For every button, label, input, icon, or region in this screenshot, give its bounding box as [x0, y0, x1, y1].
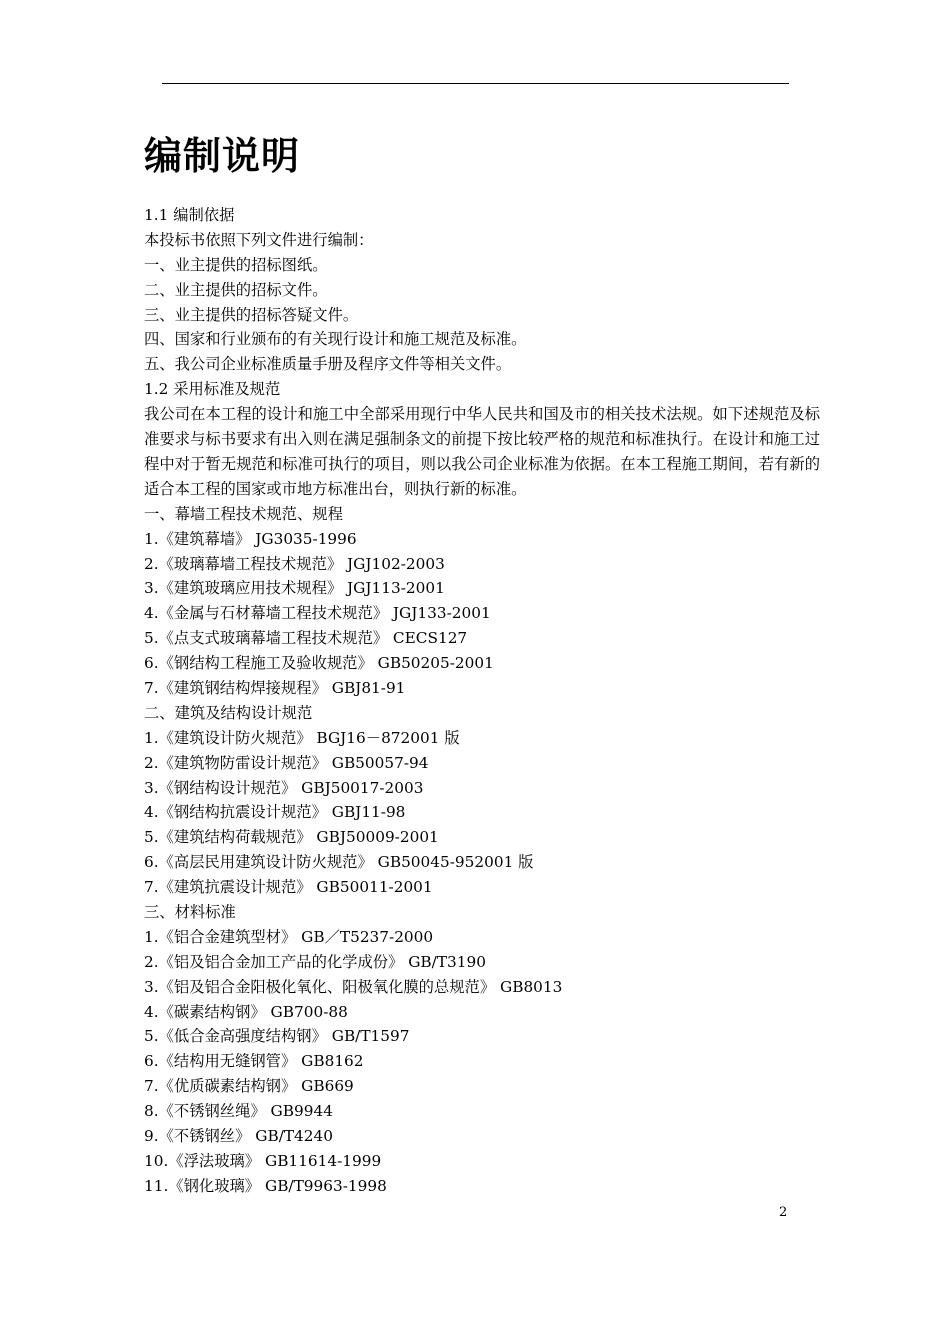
subsection-heading: 三、材料标准	[144, 903, 236, 921]
list-item: 6.《钢结构工程施工及验收规范》 GB50205-2001	[144, 654, 494, 673]
list-item: 9.《不锈钢丝》 GB/T4240	[144, 1127, 333, 1146]
list-item: 3.《建筑玻璃应用技术规程》 JGJ113-2001	[144, 579, 445, 598]
list-item: 4.《碳素结构钢》 GB700-88	[144, 1002, 348, 1021]
list-item: 10.《浮法玻璃》 GB11614-1999	[144, 1151, 382, 1170]
list-item: 四、国家和行业颁布的有关现行设计和施工规范及标准。	[144, 330, 527, 349]
list-item: 5.《建筑结构荷载规范》 GBJ50009-2001	[144, 828, 439, 847]
list-item: 6.《高层民用建筑设计防火规范》 GB50045-952001 版	[144, 853, 534, 872]
list-item: 7.《优质碳素结构钢》 GB669	[144, 1077, 354, 1096]
list-item: 7.《建筑钢结构焊接规程》 GBJ81-91	[144, 678, 406, 697]
list-item: 8.《不锈钢丝绳》 GB9944	[144, 1102, 333, 1121]
text-line: 本投标书依照下列文件进行编制：	[144, 230, 374, 249]
list-item: 4.《金属与石材幕墙工程技术规范》 JGJ133-2001	[144, 604, 491, 623]
list-item: 3.《铝及铝合金阳极化氧化、阳极氧化膜的总规范》 GB8013	[144, 977, 563, 996]
section-heading: 1.1 编制依据	[144, 206, 235, 224]
subsection-heading: 二、建筑及结构设计规范	[144, 703, 313, 722]
list-item: 三、业主提供的招标答疑文件。	[144, 305, 359, 324]
list-item: 1.《建筑幕墙》 JG3035-1996	[144, 529, 357, 548]
document-body	[144, 203, 824, 1199]
list-item: 5.《低合金高强度结构钢》 GB/T1597	[144, 1027, 410, 1046]
list-item: 2.《铝及铝合金加工产品的化学成份》 GB/T3190	[144, 952, 486, 971]
list-item: 2.《建筑物防雷设计规范》 GB50057-94	[144, 753, 429, 772]
list-item: 五、我公司企业标准质量手册及程序文件等相关文件。	[144, 355, 512, 374]
list-item: 5.《点支式玻璃幕墙工程技术规范》 CECS127	[144, 629, 468, 648]
list-item: 一、业主提供的招标图纸。	[144, 255, 328, 274]
page-title: 编制说明	[144, 134, 301, 178]
list-item: 1.《铝合金建筑型材》 GB／T5237-2000	[144, 927, 434, 946]
list-item: 7.《建筑抗震设计规范》 GB50011-2001	[144, 878, 433, 897]
subsection-heading: 一、幕墙工程技术规范、规程	[144, 504, 343, 523]
section-heading: 1.2 采用标准及规范	[144, 380, 281, 399]
list-item: 11.《钢化玻璃》 GB/T9963-1998	[144, 1176, 387, 1195]
list-item: 二、业主提供的招标文件。	[144, 280, 328, 299]
body-paragraph: 我公司在本工程的设计和施工中全部采用现行中华人民共和国及市的相关技术法规。如下述规范及标准要求与标书要求有出入则在满足强制条文的前提下按比较严格的规范和标准执行。在设计和施工过程中对于暂无规范和标准可执行的项目，则以我公司企业标准为依据。在本工程施工期间，若有新的适合本工程的国家或市地方标准出台，则执行新的标准。	[144, 405, 820, 498]
header-rule	[162, 83, 789, 84]
list-item: 3.《钢结构设计规范》 GBJ50017-2003	[144, 778, 424, 797]
list-item: 6.《结构用无缝钢管》 GB8162	[144, 1052, 364, 1071]
list-item: 1.《建筑设计防火规范》 BGJ16－872001 版	[144, 728, 460, 747]
list-item: 4.《钢结构抗震设计规范》 GBJ11-98	[144, 803, 406, 822]
page-number: 2	[779, 1205, 788, 1220]
list-item: 2.《玻璃幕墙工程技术规范》 JGJ102-2003	[144, 554, 445, 573]
